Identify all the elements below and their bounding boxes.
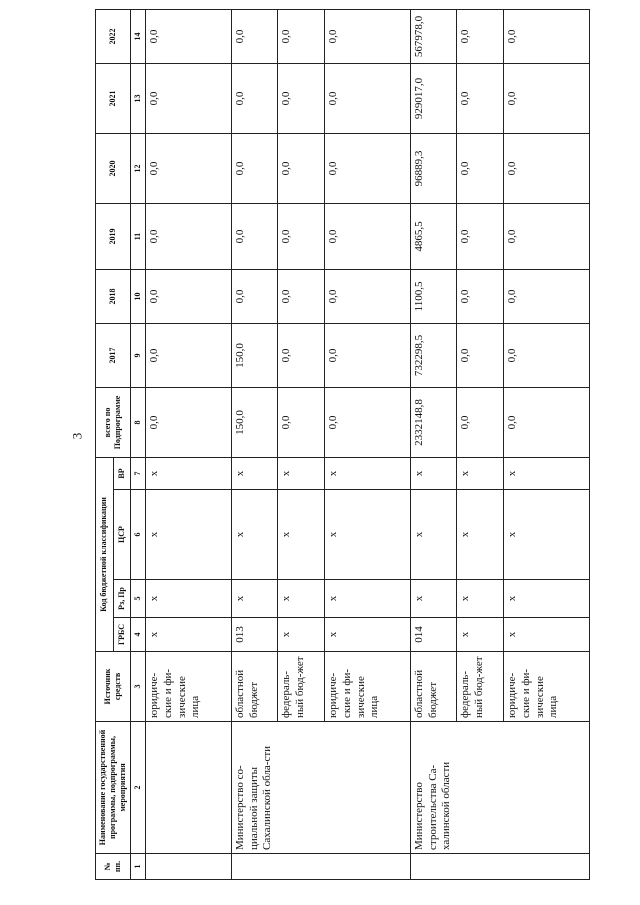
budget-table-container <box>95 10 585 880</box>
cell-source: федераль-ный бюд-жет <box>457 652 504 722</box>
header-year-2022: 2022 <box>96 9 131 63</box>
cell-year-2022: 0,0 <box>278 9 325 63</box>
budget-table <box>95 9 590 880</box>
cell-name: Министерство строительства Са-халинской области <box>410 722 589 854</box>
col-number: 5 <box>131 580 146 618</box>
cell-year-2022: 0,0 <box>231 9 278 63</box>
col-number: 9 <box>131 323 146 387</box>
cell-name <box>146 722 232 854</box>
cell-grbs: х <box>325 618 411 652</box>
cell-year-2021: 0,0 <box>278 63 325 133</box>
cell-grbs: 013 <box>231 618 278 652</box>
cell-total: 0,0 <box>146 387 232 457</box>
cell-year-2022: 0,0 <box>146 9 232 63</box>
cell-year-2017: 732298,5 <box>410 323 457 387</box>
cell-year-2021: 0,0 <box>457 63 504 133</box>
col-number: 3 <box>131 652 146 722</box>
cell-source: юридиче-ские и фи-зические лица <box>325 652 411 722</box>
col-number: 12 <box>131 133 146 203</box>
cell-year-2018: 0,0 <box>278 269 325 323</box>
header-year-2020: 2020 <box>96 133 131 203</box>
cell-source: областной бюджет <box>231 652 278 722</box>
cell-no <box>231 854 410 880</box>
header-year-2021: 2021 <box>96 63 131 133</box>
cell-year-2019: 0,0 <box>457 203 504 269</box>
cell-total: 2332148,8 <box>410 387 457 457</box>
cell-year-2020: 0,0 <box>457 133 504 203</box>
cell-year-2020: 0,0 <box>278 133 325 203</box>
table-row <box>231 9 278 879</box>
column-number-row <box>131 9 146 879</box>
cell-total: 0,0 <box>325 387 411 457</box>
header-year-2017: 2017 <box>96 323 131 387</box>
col-number: 1 <box>131 854 146 880</box>
cell-year-2018: 0,0 <box>146 269 232 323</box>
cell-total: 0,0 <box>457 387 504 457</box>
cell-year-2017: 0,0 <box>457 323 504 387</box>
cell-source: федераль-ный бюд-жет <box>278 652 325 722</box>
cell-year-2019: 0,0 <box>504 203 590 269</box>
cell-year-2018: 0,0 <box>231 269 278 323</box>
col-number: 8 <box>131 387 146 457</box>
cell-source: юридиче-ские и фи-зические лица <box>504 652 590 722</box>
cell-rzpr: х <box>325 580 411 618</box>
cell-vr: х <box>325 457 411 489</box>
cell-csr: х <box>504 490 590 580</box>
cell-vr: х <box>457 457 504 489</box>
header-no: № пп. <box>96 854 131 880</box>
header-csr: ЦСР <box>113 490 131 580</box>
cell-year-2017: 0,0 <box>325 323 411 387</box>
header-year-2018: 2018 <box>96 269 131 323</box>
cell-vr: х <box>410 457 457 489</box>
cell-grbs: х <box>146 618 232 652</box>
header-year-2019: 2019 <box>96 203 131 269</box>
col-number: 14 <box>131 9 146 63</box>
header-row-1 <box>96 9 114 879</box>
cell-year-2017: 0,0 <box>146 323 232 387</box>
cell-year-2022: 567978,0 <box>410 9 457 63</box>
cell-csr: х <box>146 490 232 580</box>
table-row <box>146 9 232 879</box>
cell-csr: х <box>457 490 504 580</box>
cell-grbs: 014 <box>410 618 457 652</box>
col-number: 6 <box>131 490 146 580</box>
cell-rzpr: х <box>278 580 325 618</box>
col-number: 7 <box>131 457 146 489</box>
header-budget-code: Код бюджетной классификации <box>96 457 114 651</box>
header-name: Наименование государственной программы, подпрограммы, мероприятия <box>96 722 131 854</box>
col-number: 11 <box>131 203 146 269</box>
cell-year-2019: 0,0 <box>146 203 232 269</box>
cell-year-2019: 4865,5 <box>410 203 457 269</box>
cell-grbs: х <box>457 618 504 652</box>
col-number: 2 <box>131 722 146 854</box>
cell-year-2020: 0,0 <box>231 133 278 203</box>
cell-csr: х <box>410 490 457 580</box>
cell-rzpr: х <box>146 580 232 618</box>
cell-year-2021: 0,0 <box>325 63 411 133</box>
cell-year-2018: 1100,5 <box>410 269 457 323</box>
cell-no <box>410 854 589 880</box>
cell-csr: х <box>231 490 278 580</box>
cell-year-2020: 0,0 <box>146 133 232 203</box>
cell-vr: х <box>146 457 232 489</box>
cell-rzpr: х <box>504 580 590 618</box>
header-total: всего по Подпрограмме <box>96 387 131 457</box>
header-grbs: ГРБС <box>113 618 131 652</box>
cell-year-2021: 0,0 <box>231 63 278 133</box>
cell-year-2020: 0,0 <box>504 133 590 203</box>
col-number: 13 <box>131 63 146 133</box>
cell-grbs: х <box>504 618 590 652</box>
cell-year-2017: 150,0 <box>231 323 278 387</box>
cell-year-2018: 0,0 <box>457 269 504 323</box>
cell-year-2021: 929017,0 <box>410 63 457 133</box>
cell-year-2022: 0,0 <box>457 9 504 63</box>
cell-year-2021: 0,0 <box>146 63 232 133</box>
header-vr: ВР <box>113 457 131 489</box>
cell-year-2017: 0,0 <box>504 323 590 387</box>
cell-no <box>146 854 232 880</box>
cell-year-2020: 96889,3 <box>410 133 457 203</box>
cell-year-2019: 0,0 <box>278 203 325 269</box>
cell-year-2018: 0,0 <box>504 269 590 323</box>
cell-name: Министерство со-циальной защиты Сахалинской обла-сти <box>231 722 410 854</box>
cell-csr: х <box>325 490 411 580</box>
table-row <box>410 9 457 879</box>
cell-vr: х <box>231 457 278 489</box>
cell-year-2021: 0,0 <box>504 63 590 133</box>
table-body <box>146 9 590 879</box>
cell-rzpr: х <box>231 580 278 618</box>
cell-year-2019: 0,0 <box>325 203 411 269</box>
cell-total: 150,0 <box>231 387 278 457</box>
cell-grbs: х <box>278 618 325 652</box>
col-number: 10 <box>131 269 146 323</box>
cell-year-2019: 0,0 <box>231 203 278 269</box>
header-source: Источник средств <box>96 652 131 722</box>
cell-year-2017: 0,0 <box>278 323 325 387</box>
cell-rzpr: х <box>457 580 504 618</box>
col-number: 4 <box>131 618 146 652</box>
cell-vr: х <box>504 457 590 489</box>
cell-source: областной бюджет <box>410 652 457 722</box>
page-number: 3 <box>69 432 85 440</box>
cell-vr: х <box>278 457 325 489</box>
cell-source: юридиче-ские и фи-зические лица <box>146 652 232 722</box>
cell-year-2020: 0,0 <box>325 133 411 203</box>
cell-year-2022: 0,0 <box>504 9 590 63</box>
header-rzpr: Рз, Пр <box>113 580 131 618</box>
cell-csr: х <box>278 490 325 580</box>
cell-year-2018: 0,0 <box>325 269 411 323</box>
cell-year-2022: 0,0 <box>325 9 411 63</box>
cell-rzpr: х <box>410 580 457 618</box>
cell-total: 0,0 <box>278 387 325 457</box>
cell-total: 0,0 <box>504 387 590 457</box>
